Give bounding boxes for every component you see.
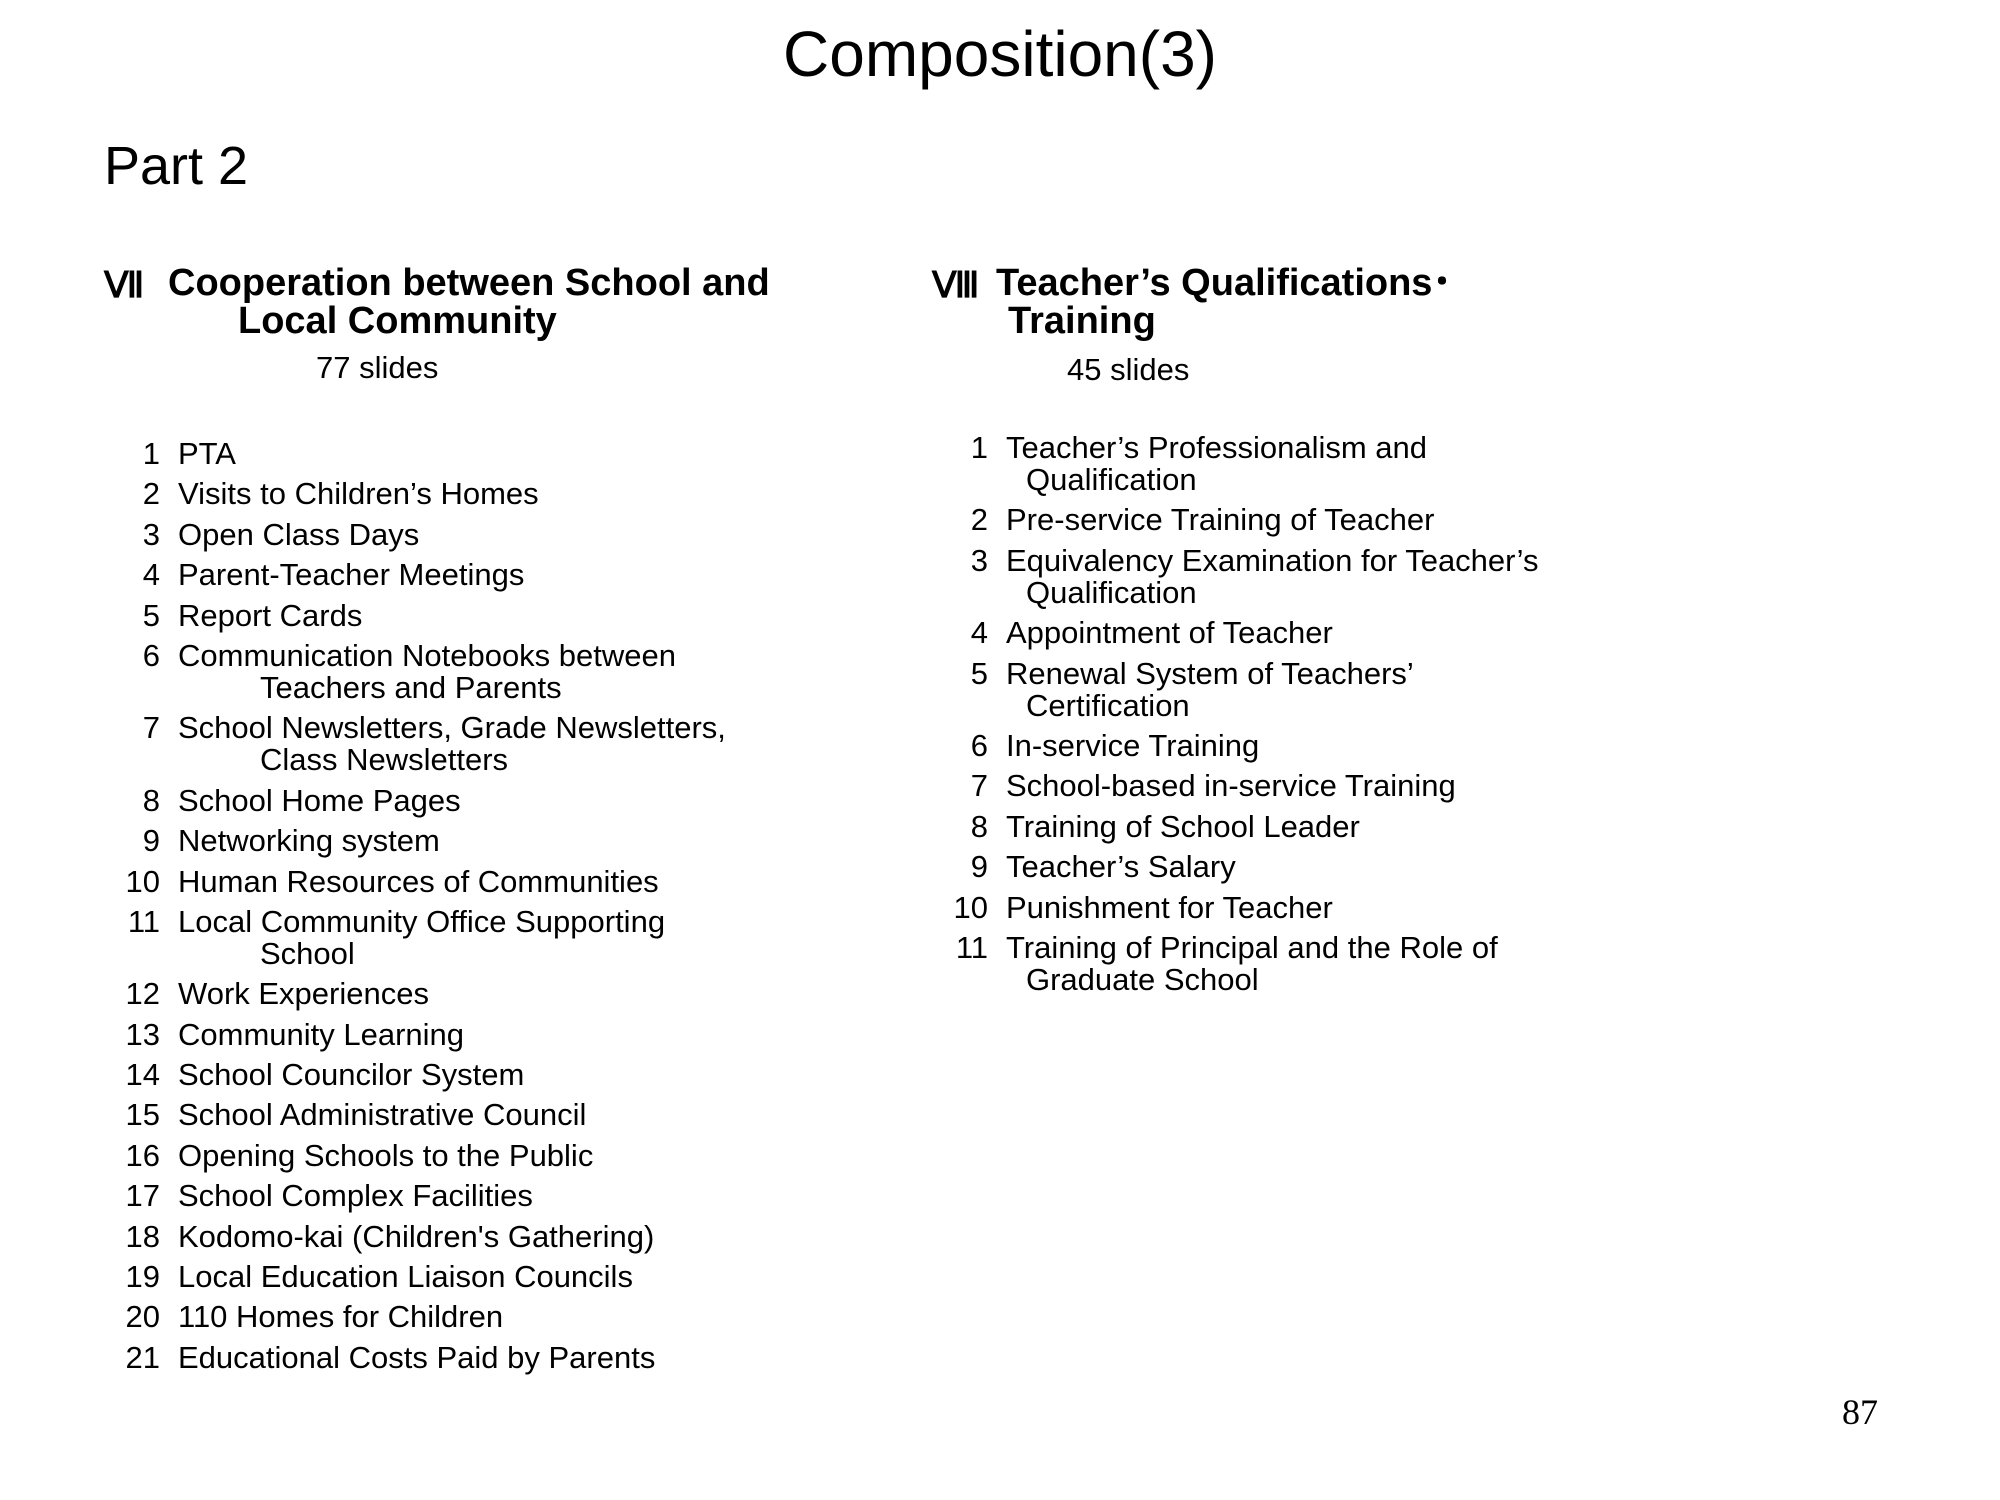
item-label-continuation: Qualification [1026, 574, 1197, 610]
item-text [160, 559, 864, 591]
slide-count: 77 slides [316, 350, 439, 385]
item-label: Training of Principal and the Role of [1006, 929, 1498, 965]
part-heading: Part 2 [104, 136, 249, 196]
item-number: 17 [125, 1178, 160, 1214]
item-label: Punishment for Teacher [1006, 889, 1333, 925]
list-item [104, 597, 864, 633]
section-heading-line1: Cooperation between School and [168, 262, 770, 304]
item-number: 5 [970, 655, 988, 691]
item-number: 11 [955, 929, 988, 965]
page-title: Composition(3) [783, 18, 1217, 90]
topic-list [104, 438, 864, 1374]
item-text [988, 727, 1692, 763]
item-label: School Complex Facilities [178, 1178, 533, 1214]
list-item [932, 851, 1692, 883]
list-item [104, 559, 864, 591]
section-teacher-qualifications [932, 264, 1692, 1004]
item-text [160, 1301, 864, 1333]
item-label: Pre-service Training of Teacher [1006, 502, 1435, 538]
item-number: 11 [127, 903, 160, 939]
item-text [160, 516, 864, 552]
item-number: 4 [142, 557, 160, 593]
item-number: 13 [125, 1016, 160, 1052]
item-number: 20 [125, 1299, 160, 1335]
item-number: 6 [142, 637, 160, 673]
list-item [932, 727, 1692, 763]
item-label: Teacher’s Salary [1006, 849, 1236, 885]
item-text [160, 978, 864, 1010]
item-text [988, 542, 1692, 610]
item-text [160, 1099, 864, 1131]
item-number: 10 [953, 889, 988, 925]
item-label: School-based in-service Training [1006, 768, 1456, 804]
item-label: In-service Training [1006, 727, 1260, 763]
item-text [160, 1339, 864, 1375]
item-number: 8 [142, 782, 160, 818]
list-item [104, 825, 864, 857]
page-number: 87 [1842, 1392, 1878, 1432]
item-number: 7 [142, 710, 160, 746]
list-item [104, 1218, 864, 1254]
item-label: Work Experiences [178, 976, 429, 1012]
item-label: School Home Pages [178, 782, 461, 818]
item-label: School Administrative Council [178, 1097, 587, 1133]
item-number: 16 [125, 1137, 160, 1173]
list-item [104, 1016, 864, 1052]
item-number: 2 [970, 502, 988, 538]
item-text [160, 903, 864, 971]
item-number: 6 [970, 727, 988, 763]
item-number: 3 [970, 542, 988, 578]
item-text [160, 1016, 864, 1052]
item-number: 9 [142, 823, 160, 859]
item-label: Human Resources of Communities [178, 863, 659, 899]
list-item [104, 978, 864, 1010]
item-label: Teacher’s Professionalism and [1006, 430, 1428, 465]
item-label: Renewal System of Teachers’ [1006, 655, 1414, 691]
item-number: 3 [142, 516, 160, 552]
item-label-continuation: School [260, 935, 355, 971]
item-number: 5 [142, 597, 160, 633]
item-text [160, 1059, 864, 1091]
item-text [160, 438, 864, 470]
item-label: School Newsletters, Grade Newsletters, [178, 710, 726, 746]
section-numeral: Ⅶ [104, 265, 140, 305]
item-text [988, 504, 1692, 536]
item-text [988, 808, 1692, 844]
list-item [104, 1099, 864, 1131]
item-label: Opening Schools to the Public [178, 1137, 594, 1173]
item-number: 18 [125, 1218, 160, 1254]
item-text [160, 478, 864, 510]
item-label: Equivalency Examination for Teacher’s [1006, 542, 1539, 578]
item-label-continuation: Class Newsletters [260, 742, 509, 778]
item-number: 21 [125, 1339, 160, 1375]
item-text [160, 863, 864, 899]
item-number: 1 [142, 436, 160, 471]
list-item [104, 712, 864, 776]
item-text [160, 1218, 864, 1254]
item-text [160, 1137, 864, 1173]
list-item [104, 1339, 864, 1375]
item-number: 9 [970, 849, 988, 885]
item-number: 4 [970, 615, 988, 651]
item-text [988, 432, 1692, 496]
item-number: 1 [970, 430, 988, 465]
list-item [104, 478, 864, 510]
section-heading [104, 264, 864, 340]
item-label: Networking system [178, 823, 440, 859]
list-item [104, 516, 864, 552]
item-text [988, 851, 1692, 883]
item-number: 19 [125, 1259, 160, 1295]
section-heading-line2: Training [1008, 300, 1156, 342]
item-number: 2 [142, 476, 160, 512]
item-text [988, 617, 1692, 649]
item-label: Communication Notebooks between [178, 637, 676, 673]
list-item [932, 617, 1692, 649]
item-label-continuation: Qualification [1026, 462, 1197, 497]
list-item [932, 808, 1692, 844]
slide-count: 45 slides [1067, 352, 1190, 387]
section-numeral: Ⅷ [932, 265, 975, 305]
list-item [104, 637, 864, 705]
item-label: PTA [178, 436, 236, 471]
section-heading-line2: Local Community [238, 300, 557, 342]
item-number: 7 [970, 768, 988, 804]
item-label: Appointment of Teacher [1006, 615, 1333, 651]
item-label: 110 Homes for Children [178, 1299, 504, 1335]
list-item [932, 929, 1692, 997]
list-item [104, 438, 864, 470]
item-number: 14 [125, 1057, 160, 1093]
item-label: Open Class Days [178, 516, 420, 552]
item-text [988, 929, 1692, 997]
item-number: 8 [970, 808, 988, 844]
item-text [160, 782, 864, 818]
item-label: Report Cards [178, 597, 363, 633]
item-text [160, 1261, 864, 1293]
list-item [932, 889, 1692, 925]
section-cooperation [104, 264, 864, 1382]
item-text [160, 825, 864, 857]
section-heading-line1: Teacher’s Qualifications･ [996, 262, 1452, 304]
item-label: Local Education Liaison Councils [178, 1259, 633, 1295]
item-label-continuation: Teachers and Parents [260, 669, 562, 705]
item-text [988, 655, 1692, 723]
item-label: Community Learning [178, 1016, 465, 1052]
list-item [104, 1137, 864, 1173]
item-label: Visits to Children’s Homes [178, 476, 539, 512]
item-text [160, 597, 864, 633]
topic-list [932, 432, 1692, 996]
item-text [988, 770, 1692, 802]
list-item [104, 1301, 864, 1333]
item-label-continuation: Graduate School [1026, 961, 1259, 997]
item-text [160, 1180, 864, 1212]
item-label-continuation: Certification [1026, 687, 1190, 723]
item-number: 12 [125, 976, 160, 1012]
section-heading [932, 264, 1692, 340]
list-item [932, 655, 1692, 723]
list-item [104, 863, 864, 899]
list-item [932, 432, 1692, 496]
list-item [104, 1261, 864, 1293]
list-item [932, 770, 1692, 802]
item-label: Educational Costs Paid by Parents [178, 1339, 656, 1375]
item-text [160, 637, 864, 705]
list-item [104, 1059, 864, 1091]
item-label: Parent-Teacher Meetings [178, 557, 525, 593]
item-label: Kodomo-kai (Children's Gathering) [178, 1218, 655, 1254]
list-item [104, 1180, 864, 1212]
list-item [104, 782, 864, 818]
item-label: School Councilor System [178, 1057, 525, 1093]
item-label: Local Community Office Supporting [178, 903, 666, 939]
item-text [160, 712, 864, 776]
list-item [932, 542, 1692, 610]
item-text [988, 889, 1692, 925]
list-item [104, 903, 864, 971]
item-label: Training of School Leader [1006, 808, 1360, 844]
list-item [932, 504, 1692, 536]
item-number: 15 [125, 1097, 160, 1133]
item-number: 10 [125, 863, 160, 899]
